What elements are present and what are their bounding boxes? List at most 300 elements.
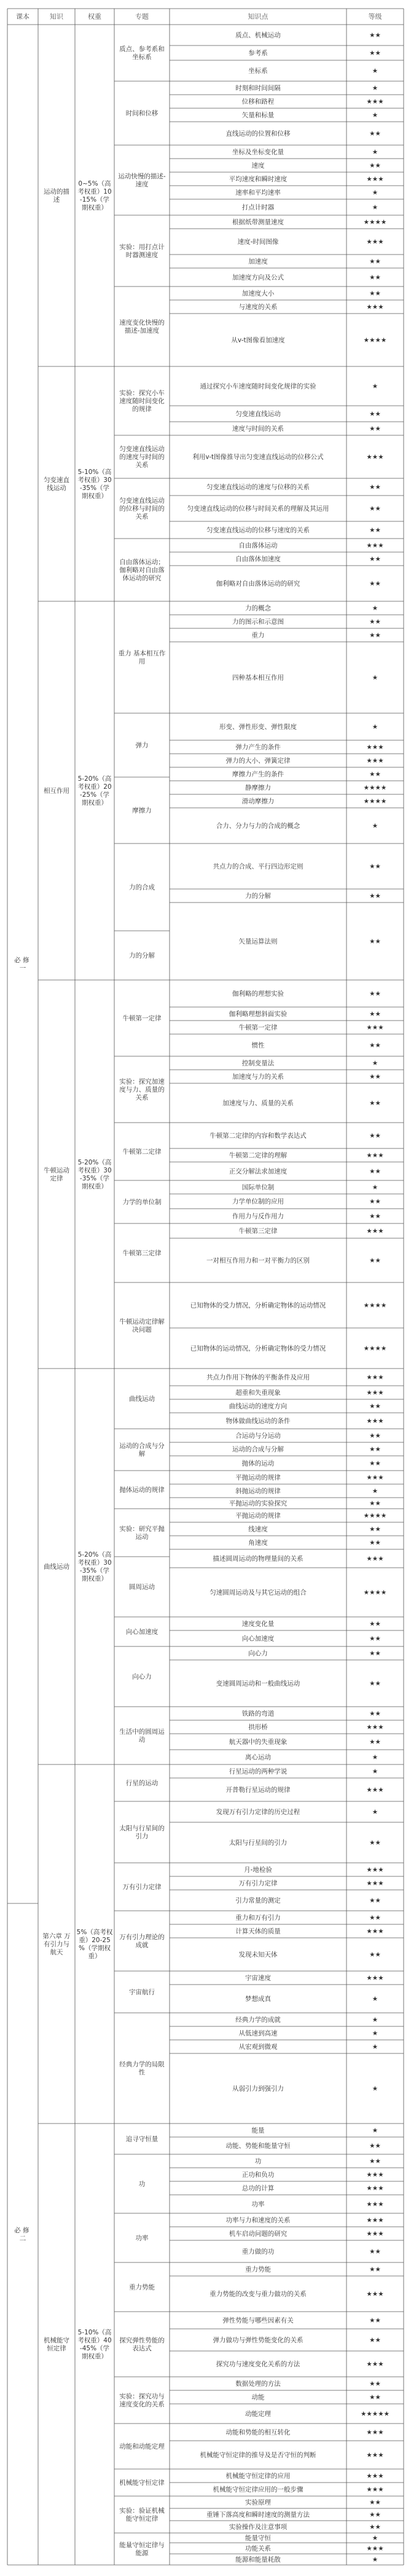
grade-stars: ★ <box>372 111 378 119</box>
topic-cell: 重力势能 <box>129 2283 155 2291</box>
knowledge-point-cell: 发现万有引力定律的历史过程 <box>216 1808 300 1816</box>
knowledge-point-cell: 牛顿第二定律的理解 <box>229 1152 288 1160</box>
weight-cell: 5%（高考权重）20-25 %（学期权重） <box>76 1929 113 1961</box>
grade-stars: ★★ <box>369 1620 381 1628</box>
grade-stars: ★★ <box>369 483 381 491</box>
grade-stars: ★ <box>372 1808 378 1816</box>
knowledge-point-cell: 滑动摩擦力 <box>241 797 275 805</box>
column-header: 课本 <box>16 12 29 21</box>
grade-stars: ★★★ <box>366 303 384 311</box>
weight-cell: 5-20%（高考权重）30 -35%（学期权重） <box>77 1551 112 1583</box>
knowledge-point-cell: 力的图示和示意图 <box>232 618 284 626</box>
knowledge-point-cell: 力学单位制的应用 <box>232 1198 284 1206</box>
knowledge-point-cell: 变速圆周运动和一般曲线运动 <box>216 1680 300 1688</box>
topic-cell: 实验：研究平抛运动 <box>119 1525 165 1541</box>
knowledge-point-cell: 自由落体加速度 <box>235 555 281 563</box>
knowledge-point-cell: 形变、弹性形变、弹性限度 <box>219 723 297 731</box>
grade-stars: ★★ <box>369 2380 381 2388</box>
grade-stars: ★★ <box>369 1198 381 1206</box>
topic-cell: 质点、参考系和坐标系 <box>119 45 165 61</box>
topic-cell: 抛体运动的规律 <box>119 1486 165 1494</box>
book-cell: 必 修 一 <box>14 957 31 973</box>
topic-cell: 牛顿第二定律 <box>122 1148 162 1156</box>
knowledge-point-cell: 机械能守恒定律的推导及是否守恒的判断 <box>200 2451 316 2459</box>
topic-cell: 重力 基本相互作用 <box>118 650 166 666</box>
chapter-cell: 第六章 万有引力与航天 <box>42 1932 71 1956</box>
grade-stars: ★★ <box>369 938 381 946</box>
weight-cell: 0~5%（高考权重）10 -15%（学期权重） <box>77 180 112 212</box>
grade-stars: ★★ <box>369 1212 381 1220</box>
knowledge-point-cell: 弹力的大小、弹簧定律 <box>225 757 291 765</box>
knowledge-point-cell: 四种基本相互作用 <box>232 674 284 682</box>
column-header: 权重 <box>88 12 101 21</box>
topic-cell: 功 <box>138 2180 146 2188</box>
knowledge-point-cell: 计算天体的质量 <box>235 1927 281 1935</box>
grade-stars: ★★ <box>369 1432 381 1440</box>
knowledge-point-cell: 矢量运算法则 <box>238 938 278 946</box>
grade-stars: ★★ <box>369 1635 381 1643</box>
knowledge-point-cell: 打点计时器 <box>241 203 275 211</box>
topic-cell: 摩擦力 <box>132 807 152 815</box>
grade-stars: ★★★ <box>366 1389 384 1397</box>
topic-cell: 实验：探究小车速度随时间变化的规律 <box>119 389 165 413</box>
knowledge-point-cell: 总功的计算 <box>241 2184 275 2192</box>
knowledge-point-cell: 弹力产生的条件 <box>235 743 281 751</box>
chapter-cell: 牛顿运动定律 <box>44 1167 69 1183</box>
topic-cell: 力的合成 <box>129 883 155 891</box>
grade-stars: ★★★ <box>366 2230 384 2238</box>
knowledge-point-cell: 功率 <box>251 2200 265 2208</box>
grade-stars: ★★ <box>369 1680 381 1688</box>
chapter-cell: 匀变速直线运动 <box>44 476 69 492</box>
topic-cell: 牛顿第一定律 <box>122 1014 162 1022</box>
grade-stars: ★★★ <box>366 453 384 461</box>
grade-stars: ★★★ <box>366 1879 384 1887</box>
knowledge-point-cell: 发现未知天体 <box>238 1951 278 1959</box>
grade-stars: ★★★★ <box>363 1302 387 1310</box>
knowledge-point-cell: 重力做的功 <box>241 2248 275 2256</box>
knowledge-point-cell: 动能定理 <box>245 2410 271 2418</box>
weight-cell: 5-20%（高考权重）20 -25%（学期权重） <box>77 775 112 807</box>
knowledge-point-cell: 实验操作及注意事项 <box>229 2523 288 2531</box>
grade-stars: ★★★ <box>366 1152 384 1160</box>
grade-stars: ★ <box>372 382 378 390</box>
grade-stars: ★★★ <box>366 542 384 550</box>
knowledge-point-cell: 拱形桥 <box>248 1723 268 1731</box>
grade-stars: ★★★ <box>366 98 384 106</box>
grade-stars: ★★★ <box>366 2486 384 2494</box>
knowledge-point-cell: 弹性势能与哪些因素有关 <box>222 2317 294 2325</box>
grade-stars: ★ <box>372 2043 378 2051</box>
topic-cell: 机械能守恒定律 <box>119 2479 165 2487</box>
knowledge-point-cell: 加速度 <box>248 258 268 266</box>
topic-cell: 力的分解 <box>129 952 155 960</box>
knowledge-point-cell: 能源和能量耗散 <box>235 2556 281 2564</box>
knowledge-point-cell: 重力 <box>251 631 265 639</box>
grade-stars: ★★ <box>369 1167 381 1175</box>
knowledge-point-cell: 曲线运动的速度方向 <box>229 1402 288 1410</box>
grade-stars: ★★ <box>369 1650 381 1657</box>
topic-cell: 自由落体运动；伽利略对自由落体运动的研究 <box>119 558 165 582</box>
knowledge-point-cell: 能量守恒 <box>245 2534 271 2542</box>
topic-cell: 圆周运动 <box>129 1583 155 1591</box>
grade-stars: ★★ <box>369 1257 381 1265</box>
knowledge-point-cell: 匀变速直线运动 <box>235 410 281 418</box>
grade-stars: ★★★★ <box>363 336 387 344</box>
knowledge-point-cell: 作用力与反作用力 <box>232 1212 284 1220</box>
grade-stars: ★★★ <box>366 238 384 246</box>
knowledge-point-cell: 重力和万有引力 <box>235 1914 281 1922</box>
column-header: 等级 <box>368 12 382 21</box>
topic-cell: 经典力学的局限性 <box>119 2061 165 2077</box>
grade-stars: ★★ <box>369 580 381 588</box>
knowledge-point-cell: 速度变化量 <box>241 1620 275 1628</box>
topic-cell: 曲线运动 <box>129 1395 155 1403</box>
knowledge-point-cell: 共点力作用下物体的平衡条件及应用 <box>206 1373 310 1381</box>
topic-cell: 行星的运动 <box>125 1779 159 1787</box>
grade-stars: ★ <box>372 2534 378 2542</box>
knowledge-point-cell: 伽利略的理想实验 <box>232 990 284 998</box>
grade-stars: ★★★★ <box>363 1345 387 1353</box>
knowledge-point-cell: 斜抛运动的规律 <box>235 1487 281 1495</box>
grade-stars: ★ <box>372 1995 378 2003</box>
grade-stars: ★★ <box>369 505 381 513</box>
grade-stars: ★ <box>372 2029 378 2037</box>
knowledge-point-cell: 数据处理的方法 <box>235 2380 281 2388</box>
knowledge-point-cell: 摩擦力产生的条件 <box>232 770 284 778</box>
knowledge-point-cell: 牛顿第二定律的内容和数学表达式 <box>209 1132 307 1140</box>
chapter-cell: 相互作用 <box>44 787 69 795</box>
grade-stars: ★★ <box>369 1099 381 1107</box>
grade-stars: ★ <box>372 2127 378 2135</box>
knowledge-point-cell: 惯性 <box>251 1041 265 1049</box>
grade-stars: ★★★ <box>366 1024 384 1032</box>
grade-stars: ★★ <box>369 425 381 433</box>
knowledge-point-cell: 梦想成真 <box>245 1995 271 2003</box>
weight-cell: 5-10%（高考权重）30 -35%（学期权重） <box>77 468 112 500</box>
grade-stars: ★★ <box>369 526 381 534</box>
topic-cell: 弹力 <box>135 741 149 749</box>
grade-stars: ★★★ <box>366 2360 384 2368</box>
grade-stars: ★★ <box>369 2393 381 2401</box>
knowledge-point-cell: 重力势能 <box>245 2266 271 2274</box>
knowledge-point-cell: 功率与力和速度的关系 <box>225 2216 291 2224</box>
grade-stars: ★★ <box>369 1738 381 1746</box>
knowledge-point-cell: 加速度方向及公式 <box>232 274 284 282</box>
knowledge-point-cell: 匀变速直线运动的速度与位移的关系 <box>206 483 310 491</box>
knowledge-point-cell: 国际单位制 <box>241 1183 275 1191</box>
grade-stars: ★★ <box>369 555 381 563</box>
knowledge-point-cell: 探究功与速度变化关系的方法 <box>216 2360 300 2368</box>
knowledge-point-cell: 铁路的弯道 <box>241 1710 275 1718</box>
grade-stars: ★★★ <box>366 1974 384 1982</box>
grade-stars: ★★ <box>369 2499 381 2507</box>
knowledge-point-cell: 自由落体运动 <box>238 542 278 550</box>
knowledge-point-cell: 平抛运动的规律 <box>235 1512 281 1520</box>
knowledge-point-cell: 描述圆周运动的物理量间的关系 <box>213 1555 303 1563</box>
topic-cell: 运动快慢的描述-速度 <box>118 173 166 189</box>
knowledge-point-cell: 从v-t图像看加速度 <box>231 336 285 344</box>
topic-cell: 追寻守恒量 <box>125 2135 159 2143</box>
grade-stars: ★★ <box>369 1539 381 1547</box>
grade-stars: ★★★ <box>366 1227 384 1235</box>
knowledge-point-cell: 从低速到高速 <box>238 2029 278 2037</box>
topic-cell: 万有引力定律 <box>122 1883 162 1891</box>
grade-stars: ★★★ <box>366 2171 384 2179</box>
knowledge-point-cell: 机车启动问题的研究 <box>229 2230 288 2238</box>
grade-stars: ★ <box>372 189 378 197</box>
knowledge-point-cell: 与速度的关系 <box>238 303 278 311</box>
knowledge-point-cell: 运动的合成与分解 <box>232 1445 284 1453</box>
knowledge-point-cell: 线速度 <box>248 1525 268 1533</box>
knowledge-point-cell: 引力常量的测定 <box>235 1897 281 1905</box>
topic-cell: 匀变速直线运动的位移与时间的关系 <box>119 497 165 521</box>
grade-stars: ★★★ <box>366 1866 384 1874</box>
topic-cell: 实验：用打点计时器测速度 <box>119 243 165 259</box>
knowledge-point-cell: 已知物体的运动情况，分析确定物体的受力情况 <box>190 1345 326 1353</box>
knowledge-point-cell: 功能关系 <box>245 2545 271 2553</box>
grade-stars: ★★ <box>369 1525 381 1533</box>
grade-stars: ★★★ <box>366 2184 384 2192</box>
knowledge-point-cell: 加速度与力的关系 <box>232 1073 284 1081</box>
knowledge-point-cell: 参考系 <box>248 49 268 57</box>
knowledge-point-cell: 经典力学的成就 <box>235 2016 281 2024</box>
knowledge-point-cell: 重锤下落高度和瞬时速度的测量方法 <box>206 2511 310 2519</box>
grade-stars: ★★ <box>369 290 381 298</box>
grade-stars: ★★★★ <box>363 218 387 226</box>
grade-stars: ★ <box>372 2085 378 2093</box>
knowledge-point-cell: 直线运动的位置和位移 <box>225 130 291 138</box>
topic-cell: 向心力 <box>132 1673 152 1681</box>
grade-stars: ★★★ <box>366 743 384 751</box>
knowledge-point-cell: 动能 <box>251 2393 265 2401</box>
weight-cell: 5-20%（高考权重）30 -35%（学期权重） <box>77 1159 112 1191</box>
knowledge-point-cell: 速度 <box>251 162 265 170</box>
grade-stars: ★★★ <box>366 1417 384 1425</box>
knowledge-point-cell: 已知物体的受力情况，分析确定物体的运动情况 <box>190 1302 326 1310</box>
knowledge-point-cell: 向心加速度 <box>241 1635 275 1643</box>
knowledge-point-cell: 力的分解 <box>245 892 271 900</box>
grade-stars: ★★ <box>369 2142 381 2150</box>
grade-stars: ★★ <box>369 1499 381 1507</box>
knowledge-point-cell: 角速度 <box>248 1539 268 1547</box>
chapter-cell: 机械能守恒定律 <box>44 2337 69 2353</box>
grade-stars: ★★★ <box>366 1927 384 1935</box>
grade-stars: ★★ <box>369 1710 381 1718</box>
grade-stars: ★★ <box>369 618 381 626</box>
grade-stars: ★★ <box>369 2511 381 2519</box>
knowledge-point-cell: 平均速度和瞬时速度 <box>229 175 288 183</box>
grade-stars: ★★ <box>369 2317 381 2325</box>
topic-cell: 万有引力理论的成就 <box>119 1934 165 1950</box>
grade-stars: ★★ <box>369 990 381 998</box>
grade-stars: ★★ <box>369 2248 381 2256</box>
knowledge-point-cell: 静摩擦力 <box>245 784 271 792</box>
grade-stars: ★★ <box>369 1445 381 1453</box>
knowledge-point-cell: 共点力的合成、平行四边形定则 <box>213 863 303 871</box>
topic-cell: 实验：验证机械能守恒定律 <box>119 2507 165 2523</box>
topic-cell: 牛顿第三定律 <box>122 1249 162 1257</box>
topic-cell: 运动的合成与分解 <box>119 1442 165 1458</box>
knowledge-point-cell: 航天器中的失重现象 <box>229 1738 288 1746</box>
grade-stars: ★★ <box>369 892 381 900</box>
grade-stars: ★★★ <box>366 2545 384 2553</box>
grade-stars: ★★★ <box>366 2472 384 2480</box>
grade-stars: ★★ <box>369 410 381 418</box>
knowledge-point-cell: 正交分解法求加速度 <box>229 1167 288 1175</box>
grade-stars: ★★ <box>369 49 381 57</box>
knowledge-point-cell: 机械能守恒定律的应用 <box>225 2472 291 2480</box>
knowledge-point-cell: 力的概念 <box>245 604 271 612</box>
grade-stars: ★ <box>372 822 378 830</box>
topic-cell: 动能和动能定理 <box>119 2443 165 2451</box>
grade-stars: ★ <box>372 1183 378 1191</box>
grade-stars: ★★★ <box>366 1723 384 1731</box>
knowledge-point-cell: 控制变量法 <box>241 1059 275 1067</box>
knowledge-point-cell: 超重和失重现象 <box>235 1389 281 1397</box>
knowledge-point-cell: 月-地检验 <box>244 1866 272 1874</box>
column-header: 专题 <box>135 12 149 21</box>
grade-stars: ★★★ <box>366 757 384 765</box>
grade-stars: ★★ <box>369 1073 381 1081</box>
knowledge-point-cell: 牛顿第一定律 <box>238 1024 278 1032</box>
knowledge-point-cell: 利用v-t图像推导出匀变速直线运动的位移公式 <box>192 453 324 461</box>
grade-stars: ★★ <box>369 1914 381 1922</box>
knowledge-point-cell: 坐标系 <box>248 67 268 75</box>
grade-stars: ★ <box>372 148 378 156</box>
knowledge-point-cell: 一对相互作用力和一对平衡力的区别 <box>206 1257 310 1265</box>
column-header: 知识点 <box>248 12 268 21</box>
topic-cell: 匀变速直线运动的速度与时间的关系 <box>119 445 165 469</box>
grade-stars: ★★ <box>369 1041 381 1049</box>
book-cell: 必 修 二 <box>14 2227 31 2243</box>
grade-stars: ★★ <box>369 1951 381 1959</box>
knowledge-point-cell: 行星运动的两种学说 <box>229 1768 288 1776</box>
knowledge-point-cell: 时刻和时间间隔 <box>235 84 281 92</box>
knowledge-point-cell: 矢量和标量 <box>241 111 275 119</box>
grade-stars: ★ <box>372 674 378 682</box>
grade-stars: ★★★ <box>366 175 384 183</box>
grade-stars: ★ <box>372 67 378 75</box>
knowledge-point-cell: 弹力做功与弹性势能变化的关系 <box>213 2336 303 2344</box>
topic-cell: 牛顿运动定律解决问题 <box>119 1318 165 1334</box>
knowledge-point-cell: 开普勒行星运动的规律 <box>225 1786 291 1794</box>
knowledge-point-cell: 正功和负功 <box>241 2171 275 2179</box>
grade-stars: ★★ <box>369 2336 381 2344</box>
grade-stars: ★★★ <box>366 1373 384 1381</box>
knowledge-point-cell: 通过探究小车速度随时间变化规律的实验 <box>200 382 316 390</box>
grade-stars: ★ <box>372 1753 378 1761</box>
knowledge-point-cell: 速度与时间的关系 <box>232 425 284 433</box>
grade-stars: ★★★ <box>366 2216 384 2224</box>
topic-cell: 力学的单位制 <box>122 1198 162 1206</box>
topic-cell: 太阳与行星间的引力 <box>119 1825 165 1841</box>
knowledge-point-cell: 太阳与行星间的引力 <box>229 1839 288 1847</box>
topic-cell: 时间和位移 <box>125 109 159 117</box>
grade-stars: ★ <box>372 1487 378 1495</box>
knowledge-point-cell: 离心运动 <box>245 1753 271 1761</box>
grade-stars: ★★ <box>369 2157 381 2165</box>
grade-stars: ★ <box>372 604 378 612</box>
grade-stars: ★★ <box>369 1010 381 1018</box>
knowledge-point-cell: 合力、分力与力的合成的概念 <box>216 822 300 830</box>
topic-cell: 速度变化快慢的描述-加速度 <box>119 319 165 335</box>
knowledge-point-cell: 平抛运动的实验探究 <box>229 1499 288 1507</box>
knowledge-point-cell: 万有引力定律 <box>238 1879 278 1887</box>
grade-stars: ★★ <box>369 31 381 39</box>
grade-stars: ★★★ <box>366 2290 384 2298</box>
knowledge-point-cell: 匀速圆周运动及与其它运动的组合 <box>209 1589 307 1597</box>
grade-stars: ★★ <box>369 1897 381 1905</box>
topic-cell: 能量守恒定律与能源 <box>119 2542 165 2558</box>
chapter-cell: 曲线运动 <box>44 1563 69 1571</box>
grade-stars: ★★ <box>369 1839 381 1847</box>
weight-cell: 5-10%（高考权重）40 -45%（学期权重） <box>77 2329 112 2361</box>
knowledge-point-cell: 从弱引力到强引力 <box>232 2085 284 2093</box>
knowledge-point-cell: 抛体的运动 <box>241 1460 275 1468</box>
grade-stars: ★★ <box>369 631 381 639</box>
grade-stars: ★★ <box>369 162 381 170</box>
knowledge-point-cell: 牛顿第三定律 <box>238 1227 278 1235</box>
knowledge-point-cell: 宇宙速度 <box>245 1974 271 1982</box>
grade-stars: ★★ <box>369 770 381 778</box>
grade-stars: ★ <box>372 2556 378 2564</box>
grade-stars: ★★★ <box>366 2200 384 2208</box>
knowledge-point-cell: 伽利略理想斜面实验 <box>229 1010 288 1018</box>
grade-stars: ★★ <box>369 1402 381 1410</box>
knowledge-point-cell: 加速度大小 <box>241 290 275 298</box>
knowledge-point-cell: 合运动与分运动 <box>235 1432 281 1440</box>
topic-cell: 生活中的圆周运动 <box>119 1728 165 1744</box>
grade-stars: ★★ <box>369 1460 381 1468</box>
knowledge-point-cell: 匀变速直线运动的位移与时间关系的理解及其运用 <box>187 505 329 513</box>
grade-stars: ★★★★ <box>363 1512 387 1520</box>
knowledge-point-cell: 坐标及坐标变化量 <box>232 148 284 156</box>
grade-stars: ★★★★ <box>363 784 387 792</box>
grade-stars: ★★ <box>369 130 381 138</box>
topic-cell: 探究弹性势能的表达式 <box>119 2337 165 2353</box>
knowledge-point-cell: 实验原理 <box>245 2499 271 2507</box>
grade-stars: ★ <box>372 1059 378 1067</box>
grade-stars: ★★★ <box>366 1786 384 1794</box>
knowledge-point-cell: 质点、机械运动 <box>235 31 281 39</box>
grade-stars: ★★★ <box>366 1555 384 1563</box>
knowledge-point-cell: 加速度与力、质量的关系 <box>222 1099 294 1107</box>
knowledge-point-cell: 根据纸带测量速度 <box>232 218 284 226</box>
grade-stars: ★★★★ <box>363 797 387 805</box>
grade-stars: ★★★★ <box>363 1589 387 1597</box>
knowledge-point-cell: 重力势能的改变与重力做功的关系 <box>209 2290 307 2298</box>
grade-stars: ★★ <box>369 258 381 266</box>
grade-stars: ★ <box>372 1768 378 1776</box>
grade-stars: ★ <box>372 723 378 731</box>
knowledge-point-cell: 平抛运动的规律 <box>235 1474 281 1482</box>
grade-stars: ★★★ <box>366 2428 384 2436</box>
grade-stars: ★★ <box>369 274 381 282</box>
grade-stars: ★ <box>372 203 378 211</box>
topic-cell: 向心加速度 <box>125 1628 159 1636</box>
grade-stars: ★★ <box>369 863 381 871</box>
grade-stars: ★ <box>372 2016 378 2024</box>
knowledge-point-cell: 伽利略对自由落体运动的研究 <box>216 580 300 588</box>
topic-cell: 功率 <box>135 2234 149 2242</box>
knowledge-point-cell: 能量 <box>251 2127 265 2135</box>
chapter-cell: 运动的描述 <box>44 188 69 204</box>
knowledge-point-cell: 物体做曲线运动的条件 <box>225 1417 291 1425</box>
grade-stars: ★★ <box>369 2266 381 2274</box>
knowledge-point-cell: 位移和路程 <box>241 98 275 106</box>
knowledge-point-cell: 机械能守恒定律应用的一般步骤 <box>213 2486 303 2494</box>
